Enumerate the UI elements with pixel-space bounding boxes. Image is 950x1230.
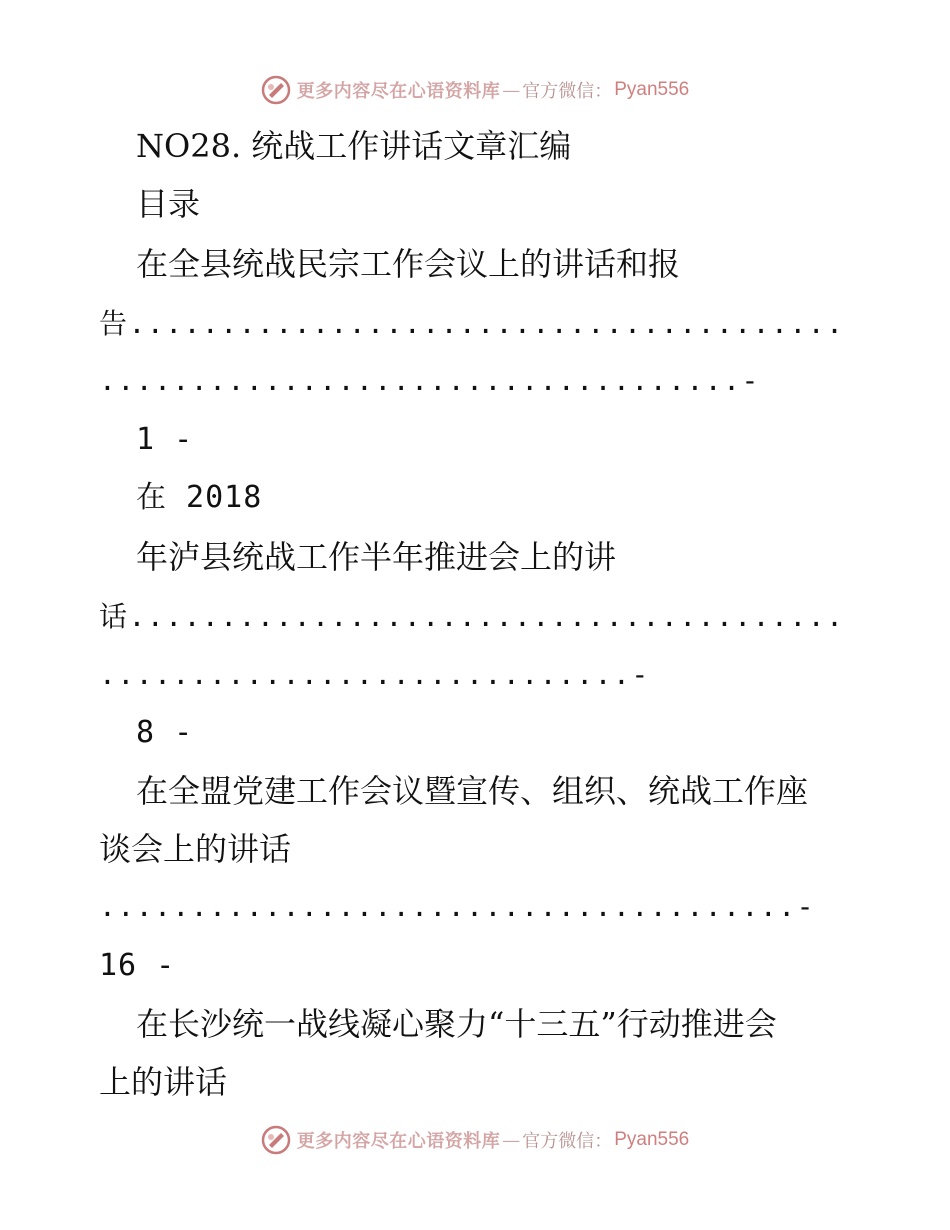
toc-entry-2-leader-cont: .............................-: [99, 658, 650, 691]
brand-logo-icon: [261, 1125, 291, 1155]
footer-wechat-id: Pyan556: [614, 1129, 690, 1150]
toc-entry-2-title-b: 年泸县统战工作半年推进会上的讲: [136, 538, 617, 576]
document-title: NO28. 统战工作讲话文章汇编: [136, 127, 572, 165]
footer-wechat-label: 官方微信：: [522, 1131, 613, 1152]
header-dash: —: [502, 79, 521, 101]
footer-brand-text: 更多内容尽在心语资料库: [296, 1131, 501, 1152]
toc-entry-4-title-b: 上的讲话: [99, 1063, 228, 1101]
header-wechat-id: Pyan556: [614, 79, 690, 100]
footer-dash: —: [502, 1129, 521, 1151]
header-brand-text: 更多内容尽在心语资料库: [296, 81, 501, 102]
toc-heading: 目录: [136, 185, 201, 223]
toc-entry-3-title-b: 谈会上的讲话: [99, 830, 292, 868]
header-wechat-label: 官方微信：: [522, 81, 613, 102]
toc-entry-1-leader: 告.......................................: [99, 307, 845, 340]
footer-watermark: [0, 1122, 950, 1158]
toc-entry-1-page: 1 -: [136, 422, 194, 457]
toc-entry-3-page: 16 -: [99, 948, 176, 983]
toc-entry-3-title-a: 在全盟党建工作会议暨宣传、组织、统战工作座: [136, 772, 809, 810]
toc-entry-4-title-a: 在长沙统一战线凝心聚力“十三五”行动推进会: [136, 1005, 777, 1043]
toc-entry-1-leader-cont: ...................................-: [99, 364, 760, 397]
toc-entry-2-page: 8 -: [136, 715, 194, 750]
toc-entry-2-leader: 话.......................................: [99, 600, 845, 633]
toc-entry-3-leader: ......................................-: [99, 890, 815, 923]
toc-entry-1-title: 在全县统战民宗工作会议上的讲话和报: [136, 245, 681, 283]
toc-entry-2-title-a: 在 2018: [136, 480, 263, 515]
